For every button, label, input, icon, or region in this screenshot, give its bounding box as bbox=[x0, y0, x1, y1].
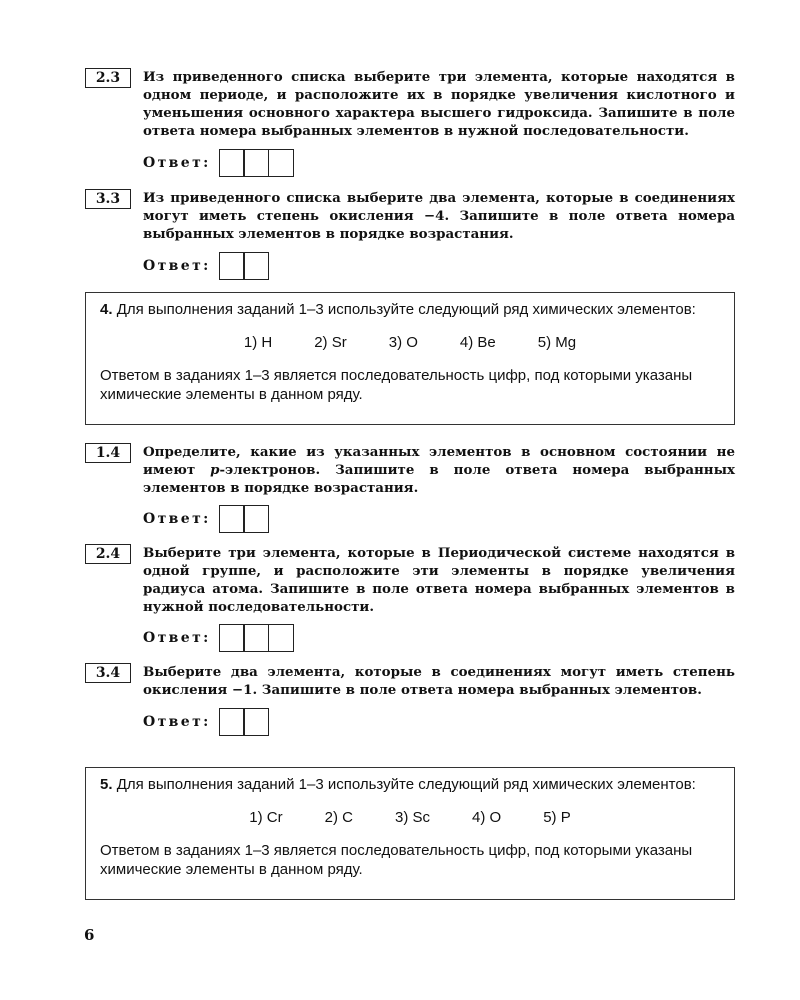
element-item: 2) Sr bbox=[314, 334, 347, 351]
task-number: 2.4 bbox=[85, 544, 131, 564]
answer-cell[interactable] bbox=[219, 505, 245, 533]
element-item: 3) O bbox=[388, 334, 418, 351]
element-item: 1) Cr bbox=[249, 809, 283, 826]
element-item: 3) Sc bbox=[394, 809, 430, 826]
answer-cell[interactable] bbox=[243, 252, 269, 280]
answer-row bbox=[143, 505, 269, 533]
task-text: Из приведенного списка выберите два элемента, которые в соединениях могут иметь степень окисления −4. Запишите в поле ответа номера выбранных элементов в порядке возрастания. bbox=[143, 190, 735, 242]
answer-cells[interactable] bbox=[219, 708, 270, 736]
task-3-4 bbox=[85, 663, 735, 699]
answer-label: Ответ: bbox=[143, 714, 211, 730]
elements-block-5 bbox=[85, 767, 735, 900]
block-intro-text: Для выполнения заданий 1–3 используйте следующий ряд химических элементов: bbox=[116, 776, 696, 793]
answer-cell[interactable] bbox=[243, 708, 269, 736]
answer-cell[interactable] bbox=[243, 505, 269, 533]
task-3-3 bbox=[85, 189, 735, 243]
block-intro bbox=[100, 775, 720, 794]
answer-cells[interactable] bbox=[219, 505, 270, 533]
elements-block-4 bbox=[85, 292, 735, 425]
task-text: Выберите три элемента, которые в Периодической системе находятся в одной группе, и расположите эти элементы в порядке увеличения радиуса атома. Запишите в поле ответа номера выбранных элементов в нужной последовательности. bbox=[143, 545, 735, 615]
task-number: 1.4 bbox=[85, 443, 131, 463]
page-number: 6 bbox=[84, 926, 95, 944]
element-item: 2) C bbox=[324, 809, 353, 826]
answer-cell[interactable] bbox=[268, 149, 294, 177]
element-list bbox=[100, 808, 720, 827]
block-intro bbox=[100, 300, 720, 319]
block-number: 5. bbox=[100, 776, 113, 793]
block-note: Ответом в заданиях 1–3 является последовательность цифр, под которыми указаны химические элементы в данном ряду. bbox=[100, 367, 693, 403]
answer-row bbox=[143, 149, 294, 177]
answer-cell[interactable] bbox=[219, 252, 245, 280]
answer-cell[interactable] bbox=[219, 624, 245, 652]
answer-cell[interactable] bbox=[219, 149, 245, 177]
answer-row bbox=[143, 624, 294, 652]
answer-label: Ответ: bbox=[143, 511, 211, 527]
task-text-italic: p bbox=[210, 462, 220, 478]
element-item: 5) P bbox=[543, 809, 571, 826]
task-text: Из приведенного списка выберите три элемента, которые находятся в одном периоде, и расположите их в порядке увеличения кислотного и уменьшения основного характера высшего гидроксида. Запишите в поле ответа номера выбранных элементов в нужной последовательности. bbox=[143, 69, 735, 139]
element-list bbox=[100, 333, 720, 352]
task-text bbox=[143, 443, 735, 497]
task-2-4 bbox=[85, 544, 735, 616]
answer-cells[interactable] bbox=[219, 252, 270, 280]
task-number: 2.3 bbox=[85, 68, 131, 88]
block-number: 4. bbox=[100, 301, 113, 318]
element-item: 4) Be bbox=[459, 334, 496, 351]
block-intro-text: Для выполнения заданий 1–3 используйте следующий ряд химических элементов: bbox=[116, 301, 696, 318]
block-note: Ответом в заданиях 1–3 является последовательность цифр, под которыми указаны химические элементы в данном ряду. bbox=[100, 842, 693, 878]
task-number: 3.3 bbox=[85, 189, 131, 209]
answer-row bbox=[143, 708, 269, 736]
task-text: Выберите два элемента, которые в соединениях могут иметь степень окисления −1. Запишите в поле ответа номера выбранных элементов. bbox=[143, 664, 735, 698]
answer-cells[interactable] bbox=[219, 624, 294, 652]
task-text-part: Определите, какие из указанных элементов в основном состоянии не имеют bbox=[143, 444, 735, 478]
task-2-3 bbox=[85, 68, 735, 140]
task-text-part: -электронов. Запишите в поле ответа номера выбранных элементов в порядке возрастания. bbox=[143, 462, 735, 496]
element-item: 1) H bbox=[243, 334, 273, 351]
answer-cell[interactable] bbox=[243, 624, 269, 652]
answer-row bbox=[143, 252, 269, 280]
task-number: 3.4 bbox=[85, 663, 131, 683]
answer-label: Ответ: bbox=[143, 630, 211, 646]
answer-label: Ответ: bbox=[143, 258, 211, 274]
answer-cell[interactable] bbox=[268, 624, 294, 652]
task-1-4 bbox=[85, 443, 735, 497]
element-item: 4) O bbox=[472, 809, 502, 826]
answer-cell[interactable] bbox=[219, 708, 245, 736]
answer-label: Ответ: bbox=[143, 155, 211, 171]
answer-cells[interactable] bbox=[219, 149, 294, 177]
element-item: 5) Mg bbox=[537, 334, 577, 351]
answer-cell[interactable] bbox=[243, 149, 269, 177]
